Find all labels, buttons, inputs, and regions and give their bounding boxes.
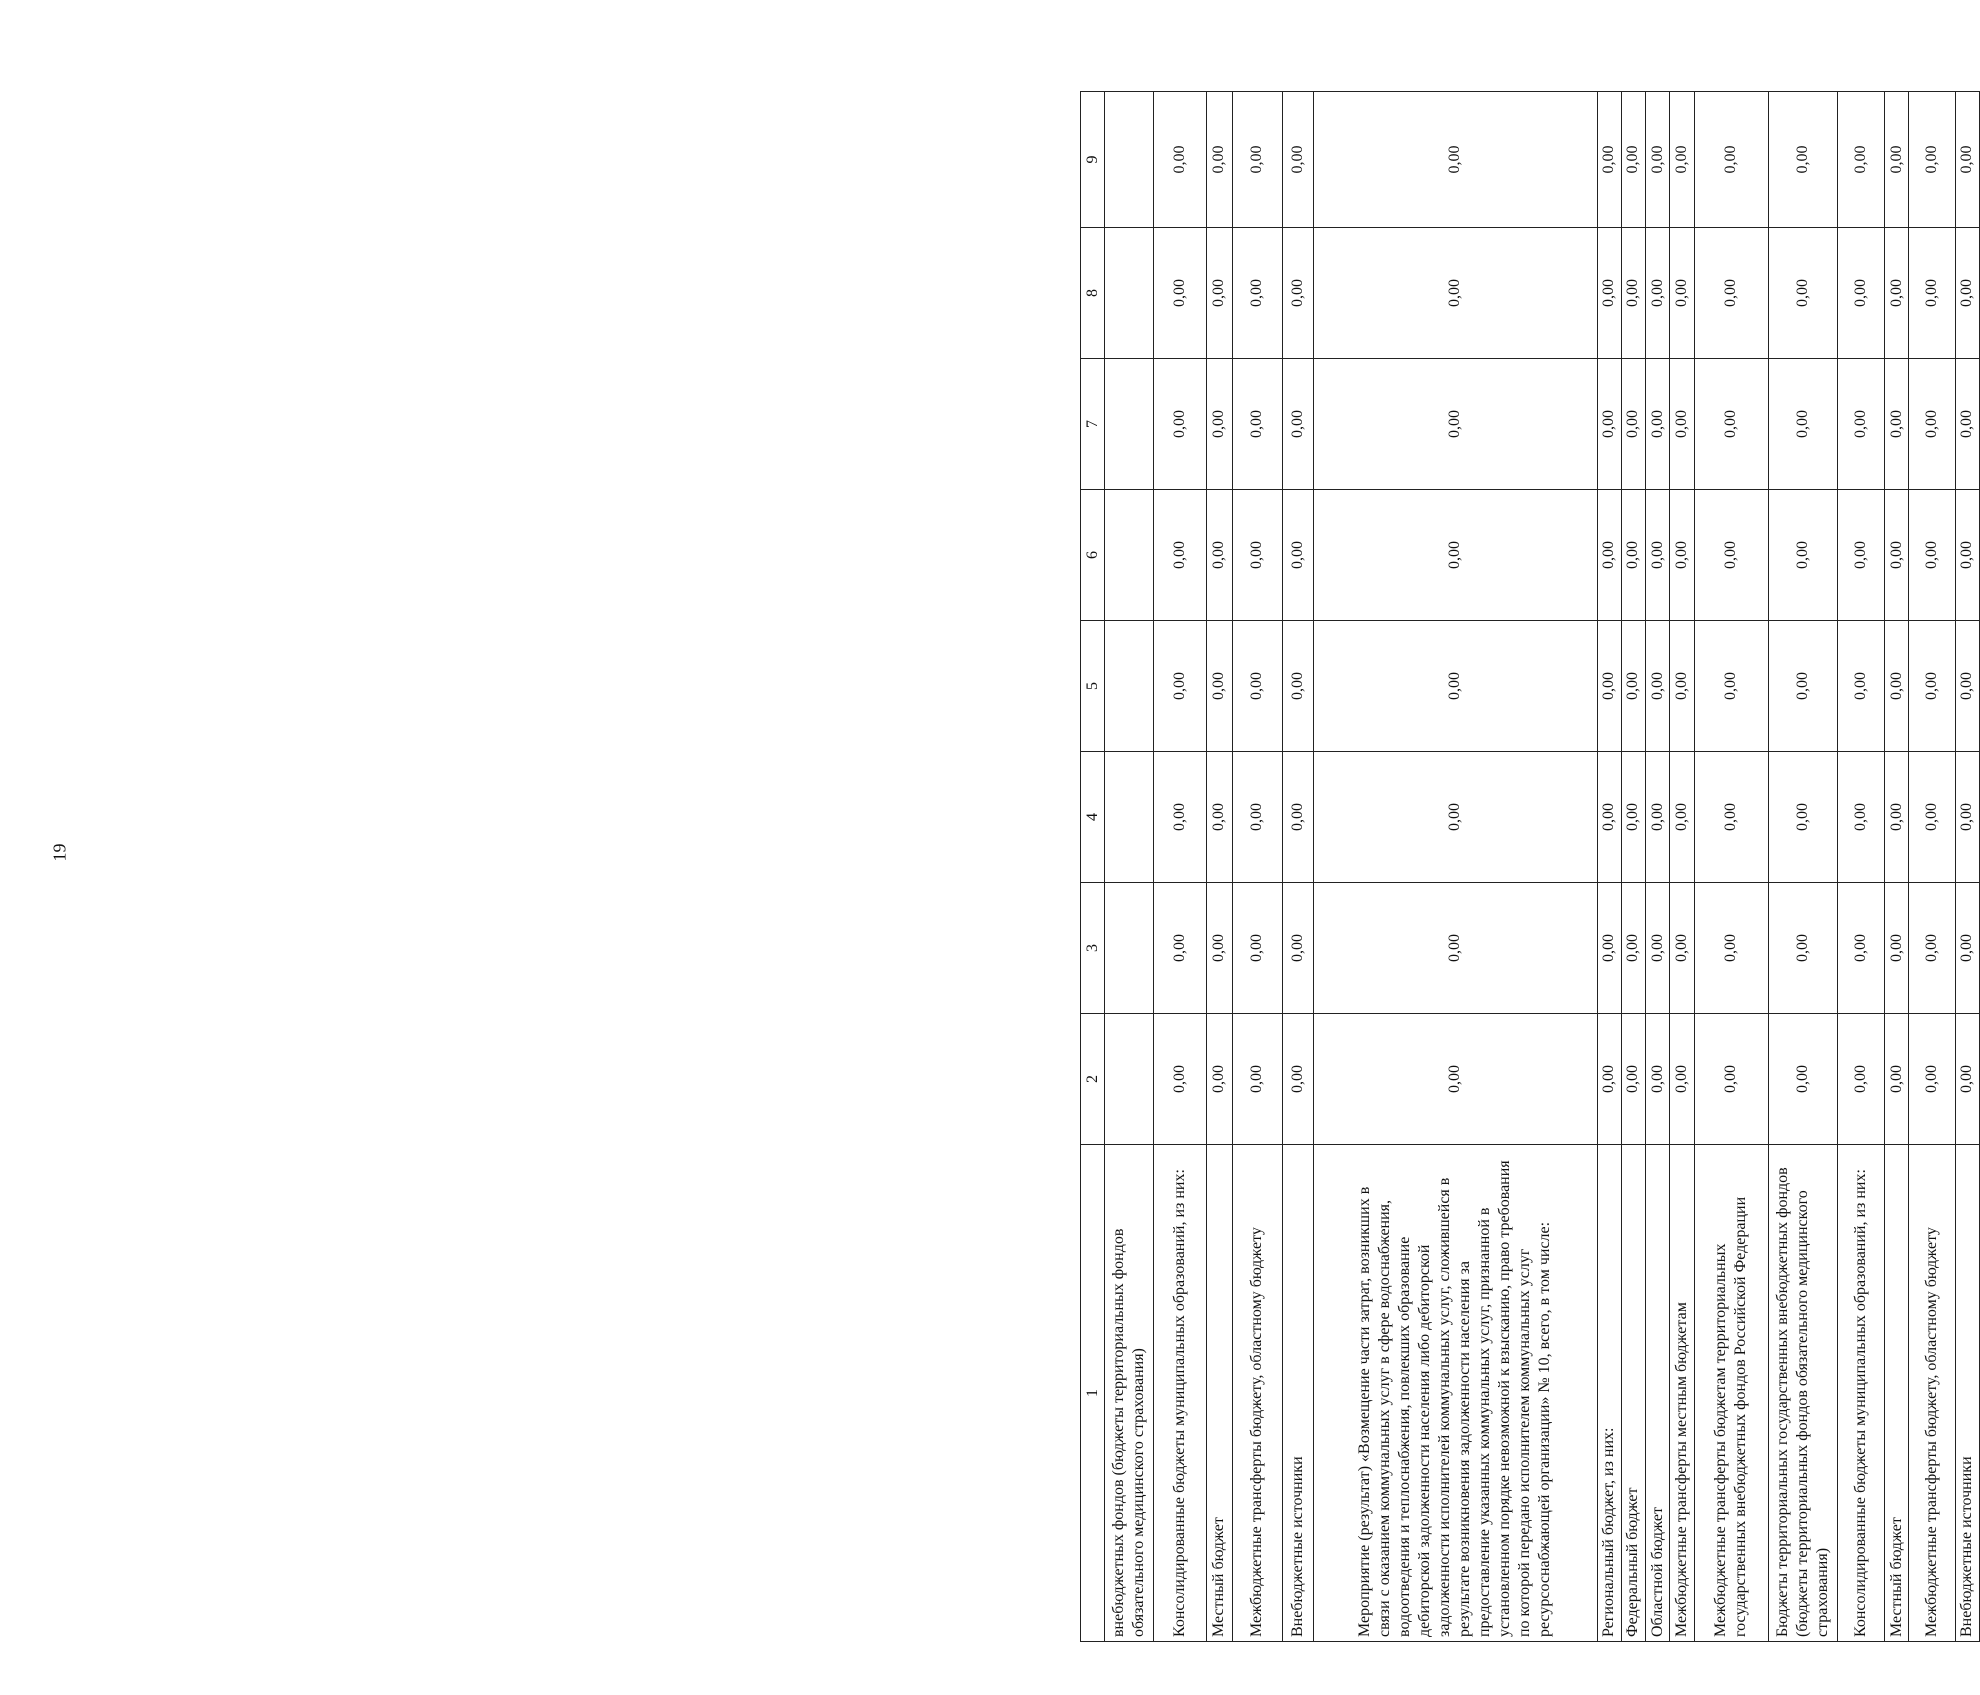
table-row	[1282, 92, 1314, 1642]
value-cell: 0,00	[1206, 92, 1232, 228]
value-cell: 0,00	[1955, 752, 1979, 883]
value-cell: 0,00	[1884, 1014, 1908, 1145]
value-cell: 0,00	[1282, 883, 1314, 1014]
column-header: 6	[1081, 490, 1105, 621]
value-cell: 0,00	[1909, 359, 1955, 490]
value-cell: 0,00	[1233, 92, 1283, 228]
value-cell: 0,00	[1646, 359, 1670, 490]
value-cell: 0,00	[1621, 621, 1645, 752]
table-row	[1206, 92, 1232, 1642]
row-label: Бюджеты территориальных государственных внебюджетных фондов (бюджеты территориальных фондов обязательного медицинского страхования)	[1768, 1145, 1838, 1642]
table-row	[1768, 92, 1838, 1642]
value-cell: 0,00	[1153, 883, 1206, 1014]
value-cell: 0,00	[1314, 1014, 1597, 1145]
value-cell: 0,00	[1909, 621, 1955, 752]
value-cell: 0,00	[1909, 490, 1955, 621]
page-number: 19	[49, 843, 70, 862]
value-cell: 0,00	[1768, 752, 1838, 883]
value-cell: 0,00	[1694, 621, 1768, 752]
value-cell: 0,00	[1597, 1014, 1621, 1145]
value-cell: 0,00	[1646, 752, 1670, 883]
value-cell: 0,00	[1838, 1014, 1884, 1145]
value-cell	[1105, 1014, 1154, 1145]
table-row	[1646, 92, 1670, 1642]
table-row	[1621, 92, 1645, 1642]
value-cell: 0,00	[1884, 92, 1908, 228]
value-cell: 0,00	[1233, 752, 1283, 883]
row-label: Федеральный бюджет	[1621, 1145, 1645, 1642]
value-cell: 0,00	[1282, 228, 1314, 359]
column-header: 4	[1081, 752, 1105, 883]
value-cell: 0,00	[1768, 92, 1838, 228]
value-cell: 0,00	[1768, 359, 1838, 490]
value-cell: 0,00	[1314, 752, 1597, 883]
column-header: 2	[1081, 1014, 1105, 1145]
value-cell: 0,00	[1909, 883, 1955, 1014]
row-label: Межбюджетные трансферты местным бюджетам	[1670, 1145, 1694, 1642]
value-cell: 0,00	[1694, 228, 1768, 359]
value-cell	[1105, 490, 1154, 621]
value-cell	[1105, 752, 1154, 883]
row-label: Внебюджетные источники	[1282, 1145, 1314, 1642]
budget-table	[1080, 91, 1980, 1642]
value-cell: 0,00	[1206, 752, 1232, 883]
value-cell: 0,00	[1884, 621, 1908, 752]
row-label: Межбюджетные трансферты бюджетам территориальных государственных внебюджетных фондов Российской Федерации	[1694, 1145, 1768, 1642]
value-cell: 0,00	[1646, 490, 1670, 621]
table-row	[1838, 92, 1884, 1642]
value-cell: 0,00	[1314, 490, 1597, 621]
value-cell: 0,00	[1955, 228, 1979, 359]
value-cell: 0,00	[1206, 228, 1232, 359]
value-cell: 0,00	[1884, 228, 1908, 359]
value-cell: 0,00	[1282, 1014, 1314, 1145]
row-label: Консолидированные бюджеты муниципальных образований, из них:	[1153, 1145, 1206, 1642]
column-header: 8	[1081, 228, 1105, 359]
value-cell: 0,00	[1955, 883, 1979, 1014]
column-header: 5	[1081, 621, 1105, 752]
value-cell: 0,00	[1621, 490, 1645, 621]
value-cell: 0,00	[1153, 359, 1206, 490]
value-cell: 0,00	[1768, 1014, 1838, 1145]
row-label: Межбюджетные трансферты бюджету, областному бюджету	[1909, 1145, 1955, 1642]
value-cell: 0,00	[1646, 883, 1670, 1014]
header-row	[1081, 92, 1105, 1642]
value-cell: 0,00	[1694, 359, 1768, 490]
table-row	[1670, 92, 1694, 1642]
value-cell: 0,00	[1621, 1014, 1645, 1145]
value-cell: 0,00	[1314, 92, 1597, 228]
value-cell: 0,00	[1768, 883, 1838, 1014]
value-cell: 0,00	[1233, 490, 1283, 621]
value-cell: 0,00	[1646, 228, 1670, 359]
value-cell: 0,00	[1838, 359, 1884, 490]
value-cell: 0,00	[1646, 92, 1670, 228]
value-cell: 0,00	[1955, 92, 1979, 228]
column-header: 3	[1081, 883, 1105, 1014]
value-cell: 0,00	[1621, 359, 1645, 490]
value-cell: 0,00	[1694, 883, 1768, 1014]
value-cell: 0,00	[1282, 752, 1314, 883]
value-cell	[1105, 883, 1154, 1014]
table-row	[1105, 92, 1154, 1642]
value-cell: 0,00	[1153, 1014, 1206, 1145]
value-cell	[1105, 621, 1154, 752]
value-cell: 0,00	[1884, 490, 1908, 621]
row-label: Межбюджетные трансферты бюджету, областному бюджету	[1233, 1145, 1283, 1642]
value-cell: 0,00	[1646, 621, 1670, 752]
table-row	[1694, 92, 1768, 1642]
value-cell: 0,00	[1909, 228, 1955, 359]
value-cell: 0,00	[1621, 883, 1645, 1014]
value-cell: 0,00	[1909, 1014, 1955, 1145]
value-cell: 0,00	[1206, 490, 1232, 621]
value-cell: 0,00	[1206, 621, 1232, 752]
column-header: 7	[1081, 359, 1105, 490]
column-header: 9	[1081, 92, 1105, 228]
value-cell: 0,00	[1314, 883, 1597, 1014]
value-cell: 0,00	[1909, 92, 1955, 228]
value-cell	[1105, 228, 1154, 359]
value-cell	[1105, 359, 1154, 490]
value-cell: 0,00	[1670, 621, 1694, 752]
value-cell: 0,00	[1153, 92, 1206, 228]
value-cell: 0,00	[1282, 490, 1314, 621]
value-cell: 0,00	[1768, 490, 1838, 621]
table-body	[1081, 92, 1980, 1642]
value-cell: 0,00	[1233, 883, 1283, 1014]
value-cell: 0,00	[1768, 228, 1838, 359]
value-cell: 0,00	[1838, 490, 1884, 621]
value-cell: 0,00	[1955, 621, 1979, 752]
value-cell: 0,00	[1955, 1014, 1979, 1145]
table-row	[1233, 92, 1283, 1642]
value-cell: 0,00	[1670, 490, 1694, 621]
value-cell: 0,00	[1233, 1014, 1283, 1145]
value-cell: 0,00	[1838, 752, 1884, 883]
value-cell: 0,00	[1597, 752, 1621, 883]
value-cell: 0,00	[1955, 490, 1979, 621]
value-cell: 0,00	[1597, 92, 1621, 228]
row-label: Местный бюджет	[1884, 1145, 1908, 1642]
value-cell: 0,00	[1694, 1014, 1768, 1145]
value-cell: 0,00	[1884, 359, 1908, 490]
table-row	[1597, 92, 1621, 1642]
value-cell: 0,00	[1909, 752, 1955, 883]
value-cell: 0,00	[1597, 883, 1621, 1014]
row-label: Мероприятие (результат) «Возмещение части затрат, возникших в связи с оказанием коммунальных услуг в сфере водоснабжения, водоотведения и теплоснабжения, повлекших образование дебиторской задолженности населения либо дебиторской задолженности исполнителей коммунальных услуг, сложившейся в результате возникновения задолженности населения за предоставление указанных коммунальных услуг, признанной в установленном порядке невозможной к взысканию, право требования по которой передано исполнителем коммунальных услуг ресурсоснабжающей организации» № 10, всего, в том числе:	[1314, 1145, 1597, 1642]
value-cell: 0,00	[1282, 92, 1314, 228]
value-cell: 0,00	[1838, 228, 1884, 359]
rotated-table-container	[1080, 92, 1980, 1642]
value-cell: 0,00	[1670, 883, 1694, 1014]
value-cell: 0,00	[1694, 92, 1768, 228]
value-cell: 0,00	[1646, 1014, 1670, 1145]
value-cell: 0,00	[1206, 883, 1232, 1014]
table-row	[1909, 92, 1955, 1642]
value-cell: 0,00	[1206, 1014, 1232, 1145]
value-cell: 0,00	[1597, 490, 1621, 621]
value-cell: 0,00	[1597, 228, 1621, 359]
value-cell: 0,00	[1233, 621, 1283, 752]
value-cell: 0,00	[1233, 359, 1283, 490]
row-label: Местный бюджет	[1206, 1145, 1232, 1642]
value-cell: 0,00	[1153, 490, 1206, 621]
column-header: 1	[1081, 1145, 1105, 1642]
value-cell: 0,00	[1884, 883, 1908, 1014]
value-cell: 0,00	[1670, 752, 1694, 883]
value-cell: 0,00	[1153, 228, 1206, 359]
table-row	[1153, 92, 1206, 1642]
value-cell: 0,00	[1282, 621, 1314, 752]
value-cell: 0,00	[1838, 92, 1884, 228]
table-row	[1314, 92, 1597, 1642]
value-cell: 0,00	[1838, 883, 1884, 1014]
row-label: Региональный бюджет, из них:	[1597, 1145, 1621, 1642]
value-cell: 0,00	[1670, 1014, 1694, 1145]
value-cell: 0,00	[1670, 92, 1694, 228]
value-cell: 0,00	[1694, 490, 1768, 621]
value-cell: 0,00	[1670, 228, 1694, 359]
table-row	[1884, 92, 1908, 1642]
value-cell: 0,00	[1621, 752, 1645, 883]
value-cell: 0,00	[1153, 621, 1206, 752]
row-label: Внебюджетные источники	[1955, 1145, 1979, 1642]
value-cell: 0,00	[1314, 228, 1597, 359]
value-cell: 0,00	[1768, 621, 1838, 752]
value-cell	[1105, 92, 1154, 228]
value-cell: 0,00	[1597, 359, 1621, 490]
value-cell: 0,00	[1670, 359, 1694, 490]
value-cell: 0,00	[1838, 621, 1884, 752]
value-cell: 0,00	[1597, 621, 1621, 752]
value-cell: 0,00	[1955, 359, 1979, 490]
value-cell: 0,00	[1282, 359, 1314, 490]
value-cell: 0,00	[1206, 359, 1232, 490]
value-cell: 0,00	[1153, 752, 1206, 883]
value-cell: 0,00	[1233, 228, 1283, 359]
table-row	[1955, 92, 1979, 1642]
row-label: Областной бюджет	[1646, 1145, 1670, 1642]
value-cell: 0,00	[1621, 92, 1645, 228]
value-cell: 0,00	[1621, 228, 1645, 359]
value-cell: 0,00	[1314, 621, 1597, 752]
row-label: Консолидированные бюджеты муниципальных образований, из них:	[1838, 1145, 1884, 1642]
row-label: внебюджетных фондов (бюджеты территориальных фондов обязательного медицинского страхования)	[1105, 1145, 1154, 1642]
value-cell: 0,00	[1884, 752, 1908, 883]
value-cell: 0,00	[1694, 752, 1768, 883]
value-cell: 0,00	[1314, 359, 1597, 490]
